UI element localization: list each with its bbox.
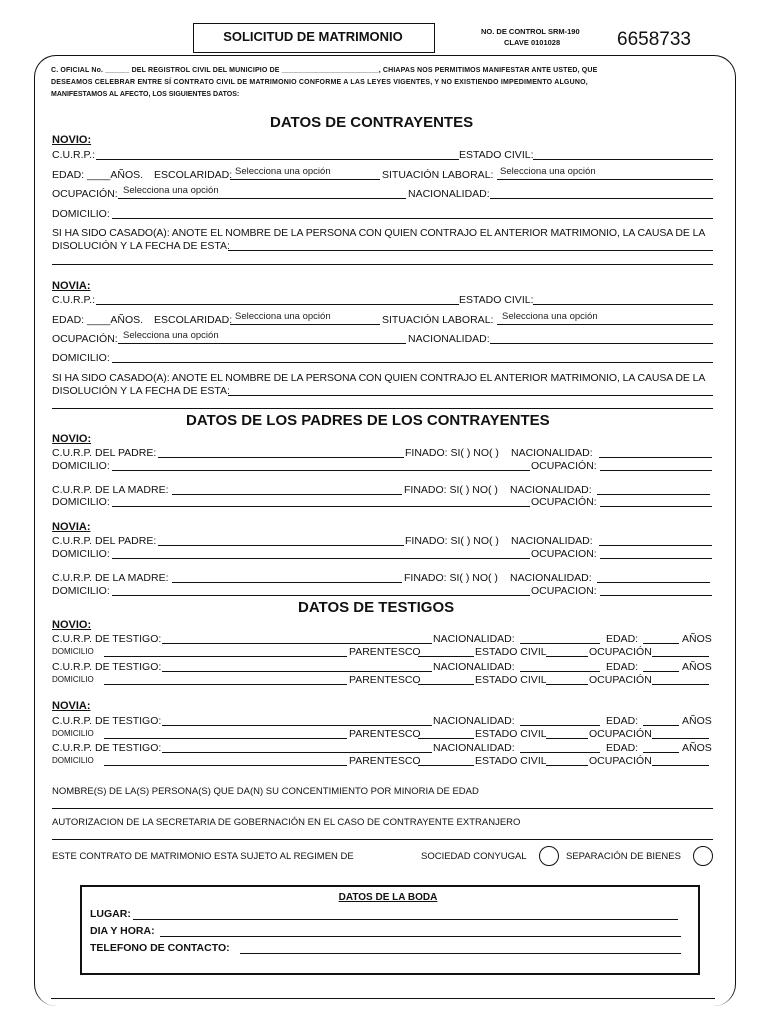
testigo-novia-2-curp-field[interactable] — [162, 752, 432, 753]
padres-novia-label: NOVIA: — [52, 521, 91, 533]
testigo-novia-2-ocupacion-field[interactable] — [652, 765, 709, 766]
novia-padre-nacionalidad-label: NACIONALIDAD: — [511, 535, 593, 547]
testigo-novio-2-ocupacion-label: OCUPACIÓN — [589, 674, 652, 686]
novio-ocupacion-select[interactable] — [118, 198, 406, 199]
novia-madre-nacionalidad-field[interactable] — [597, 582, 710, 583]
testigo-novia-2-parentesco-field[interactable] — [418, 765, 474, 766]
novio-nacionalidad-label: NACIONALIDAD: — [408, 188, 490, 200]
padres-novio-label: NOVIO: — [52, 433, 92, 445]
testigo-novia-2-domicilio-label: DOMICILIO — [52, 756, 94, 765]
testigo-novia-1-anos-label: AÑOS — [682, 715, 712, 727]
testigo-novia-2-nacionalidad-field[interactable] — [520, 752, 600, 753]
testigo-novia-2-ocupacion-label: OCUPACIÓN — [589, 755, 652, 767]
testigo-novia-2-parentesco-label: PARENTESCO — [349, 755, 421, 767]
novia-nacionalidad-field[interactable] — [490, 343, 713, 344]
novio-padre-curp-label: C.U.R.P. DEL PADRE: — [52, 447, 157, 459]
novio-escolaridad-value[interactable]: Selecciona una opción — [235, 166, 331, 177]
novia-curp-field[interactable] — [96, 304, 459, 305]
testigo-novio-2-estado-civil-label: ESTADO CIVIL — [475, 674, 547, 686]
testigo-novio-2-ocupacion-field[interactable] — [652, 684, 709, 685]
testigo-novia-1-edad-label: EDAD: — [606, 715, 639, 727]
testigo-novia-1-nacionalidad-field[interactable] — [520, 725, 600, 726]
novia-ocupacion-value[interactable]: Selecciona una opción — [123, 330, 219, 341]
testigo-novia-2-estado-civil-label: ESTADO CIVIL — [475, 755, 547, 767]
testigo-novio-1-anos-label: AÑOS — [682, 633, 712, 645]
testigo-novio-2-nacionalidad-label: NACIONALIDAD: — [433, 661, 515, 673]
control-key: CLAVE 0101028 — [504, 38, 561, 47]
testigo-novio-1-ocupacion-label: OCUPACIÓN — [589, 646, 652, 658]
boda-lugar-field[interactable] — [133, 919, 678, 920]
novia-situacion-value[interactable]: Selecciona una opción — [502, 311, 598, 322]
boda-title: DATOS DE LA BODA — [338, 892, 438, 903]
testigo-novia-1-ocupacion-field[interactable] — [652, 738, 709, 739]
consentimiento-label: NOMBRE(S) DE LA(S) PERSONA(S) QUE DA(N) SU CONCENTIMIENTO POR MINORIA DE EDAD — [52, 786, 479, 797]
novio-estado-civil-label: ESTADO CIVIL: — [459, 149, 534, 161]
novia-casado-field-2[interactable] — [52, 408, 713, 409]
novia-estado-civil-field[interactable] — [533, 304, 713, 305]
novia-estado-civil-label: ESTADO CIVIL: — [459, 294, 534, 306]
testigos-novia-label: NOVIA: — [52, 700, 91, 712]
testigo-novia-2-edad-label: EDAD: — [606, 742, 639, 754]
novio-madre-ocupacion-label: OCUPACIÓN: — [531, 496, 597, 508]
testigo-novio-1-domicilio-field[interactable] — [104, 656, 347, 657]
novio-edad-label: EDAD: ____AÑOS. — [52, 169, 144, 181]
novia-situacion-select[interactable] — [497, 324, 713, 325]
testigo-novio-1-parentesco-label: PARENTESCO — [349, 646, 421, 658]
boda-dia-hora-label: DIA Y HORA: — [90, 925, 155, 937]
testigo-novio-1-domicilio-label: DOMICILIO — [52, 647, 94, 656]
testigo-novio-2-curp-label: C.U.R.P. DE TESTIGO: — [52, 661, 162, 673]
novia-padre-curp-field[interactable] — [158, 545, 404, 546]
novia-label: NOVIA: — [52, 280, 91, 292]
testigo-novia-2-anos-label: AÑOS — [682, 742, 712, 754]
control-number: NO. DE CONTROL SRM-190 — [481, 27, 580, 36]
testigo-novio-1-estado-civil-label: ESTADO CIVIL — [475, 646, 547, 658]
novia-situacion-label: SITUACIÓN LABORAL: — [382, 314, 494, 326]
novio-casado-field[interactable] — [228, 250, 713, 251]
testigo-novio-2-parentesco-field[interactable] — [418, 684, 474, 685]
novia-madre-finado[interactable]: FINADO: SI( ) NO( ) — [404, 572, 498, 584]
testigo-novio-1-estado-civil-field[interactable] — [546, 656, 588, 657]
novia-padre-domicilio-label: DOMICILIO: — [52, 548, 110, 560]
novio-domicilio-label: DOMICILIO: — [52, 208, 110, 220]
testigo-novia-1-domicilio-field[interactable] — [104, 738, 347, 739]
novia-madre-ocupacion-label: OCUPACION: — [531, 585, 597, 597]
novio-madre-finado[interactable]: FINADO: SI( ) NO( ) — [404, 484, 498, 496]
novia-ocupacion-label: OCUPACIÓN: — [52, 333, 118, 345]
novio-casado-line-1: SI HA SIDO CASADO(A): ANOTE EL NOMBRE DE LA PERSONA CON QUIEN CONTRAJO EL ANTERIOR MATRIMONIO, LA CAUSA DE LA — [52, 227, 706, 239]
testigo-novio-2-parentesco-label: PARENTESCO — [349, 674, 421, 686]
testigo-novia-2-edad-field[interactable] — [643, 752, 679, 753]
novia-casado-line-1: SI HA SIDO CASADO(A): ANOTE EL NOMBRE DE LA PERSONA CON QUIEN CONTRAJO EL ANTERIOR MATRIMONIO, LA CAUSA DE LA — [52, 372, 706, 384]
novio-curp-field[interactable] — [96, 159, 459, 160]
novia-escolaridad-select[interactable] — [230, 324, 380, 325]
novio-madre-curp-field[interactable] — [172, 494, 402, 495]
novio-label: NOVIO: — [52, 134, 92, 146]
novio-domicilio-field[interactable] — [112, 218, 713, 219]
novio-madre-domicilio-field[interactable] — [112, 506, 530, 507]
novia-padre-finado[interactable]: FINADO: SI( ) NO( ) — [405, 535, 499, 547]
boda-telefono-label: TELEFONO DE CONTACTO: — [90, 942, 230, 954]
testigo-novio-2-nacionalidad-field[interactable] — [520, 671, 600, 672]
boda-lugar-label: LUGAR: — [90, 908, 131, 920]
testigo-novia-1-curp-field[interactable] — [162, 725, 432, 726]
testigo-novia-1-nacionalidad-label: NACIONALIDAD: — [433, 715, 515, 727]
novia-domicilio-label: DOMICILIO: — [52, 352, 110, 364]
testigo-novio-1-parentesco-field[interactable] — [418, 656, 474, 657]
novio-padre-nacionalidad-label: NACIONALIDAD: — [511, 447, 593, 459]
testigo-novio-2-anos-label: AÑOS — [682, 661, 712, 673]
testigo-novio-1-curp-field[interactable] — [162, 643, 432, 644]
folio-number: 6658733 — [617, 29, 691, 50]
novia-padre-nacionalidad-field[interactable] — [599, 545, 712, 546]
testigo-novio-1-edad-field[interactable] — [643, 643, 679, 644]
novia-padre-curp-label: C.U.R.P. DEL PADRE: — [52, 535, 157, 547]
novia-ocupacion-select[interactable] — [118, 343, 406, 344]
novio-situacion-label: SITUACIÓN LABORAL: — [382, 169, 494, 181]
novio-casado-field-2[interactable] — [52, 264, 713, 265]
novio-madre-nacionalidad-field[interactable] — [597, 494, 710, 495]
boda-telefono-field[interactable] — [240, 953, 681, 954]
testigo-novio-2-edad-label: EDAD: — [606, 661, 639, 673]
novio-madre-ocupacion-field[interactable] — [600, 506, 712, 507]
novio-padre-ocupacion-field[interactable] — [600, 470, 712, 471]
novia-curp-label: C.U.R.P.: — [52, 294, 95, 306]
intro-line-1: C. OFICIAL No. ______ DEL REGISTROL CIVIL DEL MUNICIPIO DE ________________________, CHIAPAS NOS PERMITIMOS MANIFESTAR ANTE USTED, QUE — [51, 67, 598, 74]
testigo-novio-2-domicilio-field[interactable] — [104, 684, 347, 685]
novia-padre-domicilio-field[interactable] — [112, 558, 530, 559]
testigo-novia-1-parentesco-field[interactable] — [418, 738, 474, 739]
testigo-novio-2-curp-field[interactable] — [162, 671, 432, 672]
sociedad-conyugal-radio[interactable] — [539, 846, 559, 866]
testigo-novio-1-nacionalidad-field[interactable] — [520, 643, 600, 644]
testigo-novia-1-parentesco-label: PARENTESCO — [349, 728, 421, 740]
novio-padre-curp-field[interactable] — [158, 457, 404, 458]
novio-padre-nacionalidad-field[interactable] — [599, 457, 712, 458]
novio-casado-line-2: DISOLUCIÓN Y LA FECHA DE ESTA: — [52, 240, 230, 252]
signature-line[interactable] — [51, 998, 715, 999]
testigo-novia-1-domicilio-label: DOMICILIO — [52, 729, 94, 738]
novio-madre-domicilio-label: DOMICILIO: — [52, 496, 110, 508]
testigo-novio-1-curp-label: C.U.R.P. DE TESTIGO: — [52, 633, 162, 645]
novio-padre-domicilio-field[interactable] — [112, 470, 530, 471]
testigo-novio-1-ocupacion-field[interactable] — [652, 656, 709, 657]
novia-madre-nacionalidad-label: NACIONALIDAD: — [510, 572, 592, 584]
section-title-testigos: DATOS DE TESTIGOS — [298, 599, 455, 616]
testigo-novio-2-edad-field[interactable] — [643, 671, 679, 672]
novio-madre-nacionalidad-label: NACIONALIDAD: — [510, 484, 592, 496]
testigo-novia-1-estado-civil-label: ESTADO CIVIL — [475, 728, 547, 740]
novio-situacion-select[interactable] — [497, 179, 713, 180]
regimen-label: ESTE CONTRATO DE MATRIMONIO ESTA SUJETO AL REGIMEN DE — [52, 851, 354, 862]
novia-casado-line-2: DISOLUCIÓN Y LA FECHA DE ESTA: — [52, 385, 230, 397]
testigo-novia-1-estado-civil-field[interactable] — [546, 738, 588, 739]
novia-escolaridad-value[interactable]: Selecciona una opción — [235, 311, 331, 322]
separacion-bienes-radio[interactable] — [693, 846, 713, 866]
novio-padre-finado[interactable]: FINADO: SI( ) NO( ) — [405, 447, 499, 459]
novio-padre-domicilio-label: DOMICILIO: — [52, 460, 110, 472]
testigo-novia-2-nacionalidad-label: NACIONALIDAD: — [433, 742, 515, 754]
novio-escolaridad-select[interactable] — [230, 179, 380, 180]
boda-dia-hora-field[interactable] — [160, 936, 681, 937]
testigo-novia-2-domicilio-field[interactable] — [104, 765, 347, 766]
novia-escolaridad-label: ESCOLARIDAD: — [154, 314, 233, 326]
testigo-novia-1-ocupacion-label: OCUPACIÓN — [589, 728, 652, 740]
novia-madre-curp-field[interactable] — [172, 582, 402, 583]
novio-escolaridad-label: ESCOLARIDAD: — [154, 169, 233, 181]
section-title-padres: DATOS DE LOS PADRES DE LOS CONTRAYENTES — [186, 412, 550, 429]
testigo-novia-1-edad-field[interactable] — [643, 725, 679, 726]
separacion-bienes-label: SEPARACIÓN DE BIENES — [566, 851, 681, 862]
testigos-novio-label: NOVIO: — [52, 619, 92, 631]
consentimiento-field[interactable] — [52, 808, 713, 809]
testigo-novio-1-nacionalidad-label: NACIONALIDAD: — [433, 633, 515, 645]
novio-ocupacion-value[interactable]: Selecciona una opción — [123, 185, 219, 196]
novio-situacion-value[interactable]: Selecciona una opción — [500, 166, 596, 177]
novia-nacionalidad-label: NACIONALIDAD: — [408, 333, 490, 345]
novia-madre-ocupacion-field[interactable] — [600, 595, 712, 596]
novio-madre-curp-label: C.U.R.P. DE LA MADRE: — [52, 484, 169, 496]
testigo-novio-1-edad-label: EDAD: — [606, 633, 639, 645]
intro-line-2: DESEAMOS CELEBRAR ENTRE SÍ CONTRATO CIVIL DE MATRIMONIO CONFORME A LAS LEYES VIGENTES, Y NO EXISTIENDO IMPEDIMENTO ALGUNO, — [51, 79, 588, 86]
novia-padre-ocupacion-label: OCUPACION: — [531, 548, 597, 560]
novia-madre-curp-label: C.U.R.P. DE LA MADRE: — [52, 572, 169, 584]
autorizacion-field[interactable] — [52, 839, 713, 840]
novio-nacionalidad-field[interactable] — [490, 198, 713, 199]
section-title-contrayentes: DATOS DE CONTRAYENTES — [270, 114, 474, 131]
novia-padre-ocupacion-field[interactable] — [600, 558, 712, 559]
novio-curp-label: C.U.R.P.: — [52, 149, 95, 161]
novia-madre-domicilio-label: DOMICILIO: — [52, 585, 110, 597]
novio-ocupacion-label: OCUPACIÓN: — [52, 188, 118, 200]
testigo-novia-2-estado-civil-field[interactable] — [546, 765, 588, 766]
sociedad-conyugal-label: SOCIEDAD CONYUGAL — [421, 851, 527, 862]
novia-casado-field[interactable] — [228, 395, 713, 396]
novio-estado-civil-field[interactable] — [533, 159, 713, 160]
testigo-novio-2-estado-civil-field[interactable] — [546, 684, 588, 685]
autorizacion-label: AUTORIZACION DE LA SECRETARIA DE GOBERNACIÓN EN EL CASO DE CONTRAYENTE EXTRANJERO — [52, 817, 521, 828]
intro-line-3: MANIFESTAMOS AL AFECTO, LOS SIGUIENTES DATOS: — [51, 91, 240, 98]
novia-madre-domicilio-field[interactable] — [112, 595, 530, 596]
testigo-novia-2-curp-label: C.U.R.P. DE TESTIGO: — [52, 742, 162, 754]
testigo-novio-2-domicilio-label: DOMICILIO — [52, 675, 94, 684]
testigo-novia-1-curp-label: C.U.R.P. DE TESTIGO: — [52, 715, 162, 727]
form-title: SOLICITUD DE MATRIMONIO — [223, 29, 403, 44]
novia-domicilio-field[interactable] — [112, 362, 713, 363]
novia-edad-label: EDAD: ____AÑOS. — [52, 314, 144, 326]
novio-padre-ocupacion-label: OCUPACIÓN: — [531, 460, 597, 472]
